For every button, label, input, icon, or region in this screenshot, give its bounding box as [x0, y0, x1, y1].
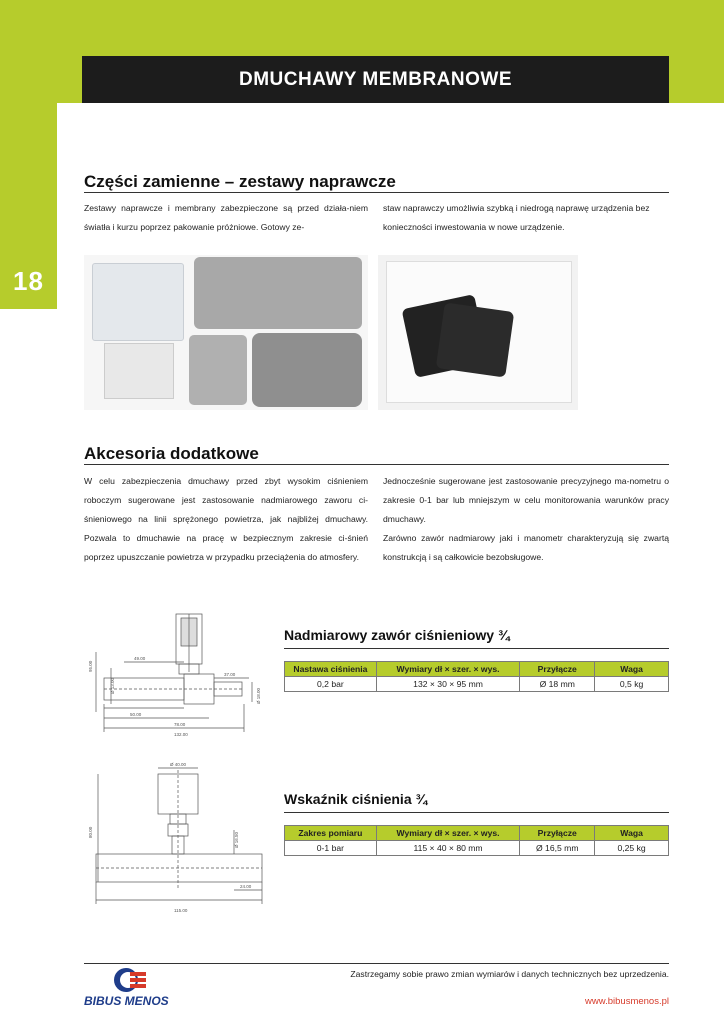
- spare-parts-text-col1: Zestawy naprawcze i membrany zabezpieczone są przed działa-niem światła i kurzu poprzez pakowanie próżniowe. Gotowy ze-: [84, 203, 368, 232]
- dim-label: 115.00: [174, 908, 188, 913]
- repair-kit-open-photo: [378, 255, 578, 410]
- accessories-text-col2a: Jednocześnie sugerowane jest zastosowanie precyzyjnego ma-nometru o zakresie 0-1 bar lub mniejszym w celu monitorowania warunków pracy dmuchawy.: [383, 476, 669, 524]
- membrane-frame-right: [436, 302, 515, 377]
- section-rule: [84, 464, 669, 465]
- pressure-gauge-title: Wskaźnik ciśnienia ¾: [284, 791, 428, 807]
- table-header-cell: Przyłącze: [520, 826, 595, 841]
- table-header-cell: Wymiary dł × szer. × wys.: [376, 826, 520, 841]
- page-header-title: DMUCHAWY MEMBRANOWE: [238, 68, 513, 90]
- product-rule: [284, 648, 669, 649]
- kit-card-shape: [104, 343, 174, 399]
- repair-kit-photo: [84, 255, 368, 410]
- filter-pack-shape: [189, 335, 247, 405]
- table-row: [285, 841, 669, 856]
- membrane-pack-shape: [252, 333, 362, 407]
- dim-label: Ø 18.00: [256, 687, 261, 704]
- table-cell: 0-1 bar: [285, 841, 377, 856]
- table-cell: 132 × 30 × 95 mm: [376, 677, 520, 692]
- section-rule: [84, 192, 669, 193]
- table-cell: Ø 16,5 mm: [520, 841, 595, 856]
- dim-label: Ø 13.00: [110, 677, 115, 694]
- company-logo-text: BIBUS MENOS: [84, 994, 169, 1008]
- dim-label: 37.00: [224, 672, 236, 677]
- vacuum-pack-shape: [194, 257, 362, 329]
- relief-valve-title: Nadmiarowy zawór ciśnieniowy ¾: [284, 627, 510, 643]
- dim-label: Ø 16.50: [234, 831, 239, 848]
- table-cell: 115 × 40 × 80 mm: [376, 841, 520, 856]
- relief-valve-drawing: [84, 612, 274, 742]
- table-header-cell: Zakres pomiaru: [285, 826, 377, 841]
- footer-rule: [84, 963, 669, 964]
- table-header-row: [285, 826, 669, 841]
- table-header-cell: Nastawa ciśnienia: [285, 662, 377, 677]
- product-rule: [284, 812, 669, 813]
- pressure-gauge-spec-table: [284, 825, 669, 856]
- dim-label: Ø 40.00: [170, 762, 187, 767]
- relief-valve-spec-table: [284, 661, 669, 692]
- footer-disclaimer: Zastrzegamy sobie prawo zmian wymiarów i danych technicznych bez uprzedzenia.: [350, 969, 669, 979]
- page-header: [82, 56, 669, 103]
- dim-label: 49.00: [134, 656, 146, 661]
- page-number: 18: [13, 266, 44, 296]
- dim-label: 50.00: [130, 712, 142, 717]
- section-accessories-title: Akcesoria dodatkowe: [84, 444, 259, 463]
- table-row: [285, 677, 669, 692]
- table-header-cell: Waga: [595, 826, 669, 841]
- dim-label: 80.00: [88, 826, 93, 838]
- dim-label: 24.00: [240, 884, 252, 889]
- section-spare-parts-title: Części zamienne – zestawy naprawcze: [84, 172, 396, 191]
- table-cell: 0,25 kg: [595, 841, 669, 856]
- kit-box-shape: [92, 263, 184, 341]
- table-cell: 0,2 bar: [285, 677, 377, 692]
- table-header-cell: Przyłącze: [520, 662, 595, 677]
- spare-parts-text-col2: staw naprawczy umożliwia szybką i niedrogą naprawę urządzenia bez konieczności inwestowania w nowe urządzenie.: [383, 203, 650, 232]
- dim-label: 132.00: [174, 732, 188, 737]
- dim-label: 95.00: [88, 660, 93, 672]
- dim-label: 78.00: [174, 722, 186, 727]
- table-cell: 0,5 kg: [595, 677, 669, 692]
- table-header-cell: Waga: [595, 662, 669, 677]
- table-cell: Ø 18 mm: [520, 677, 595, 692]
- accessories-text-col1: W celu zabezpieczenia dmuchawy przed zbyt wysokim ciśnieniem roboczym sugerowane jest zastosowanie nadmiarowego zaworu ci-śnieniowego na linii sprężonego powietrza, jak najbliżej dmuchawy. Pozwala to dmuchawie na pracę w bezpiecznym zakresie ci-śnień poprzez upuszczanie powietrza w przypadku przeciążenia do atmosfery.: [84, 476, 368, 562]
- accessories-text-col2b: Zarówno zawór nadmiarowy jaki i manometr charakteryzują się zwartą konstrukcją i są całkowicie bezobsługowe.: [383, 533, 669, 562]
- bibus-menos-logo-icon: [112, 966, 148, 994]
- table-header-row: [285, 662, 669, 677]
- website-link[interactable]: www.bibusmenos.pl: [585, 996, 669, 1007]
- table-header-cell: Wymiary dł × szer. × wys.: [376, 662, 520, 677]
- pressure-gauge-drawing: [84, 760, 274, 920]
